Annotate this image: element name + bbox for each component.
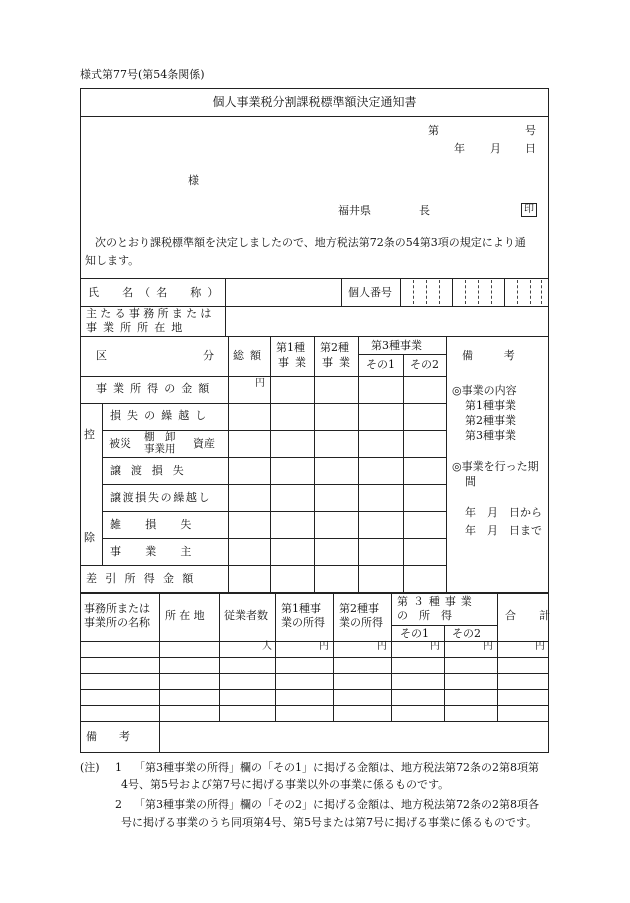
note1-line1: 「第3種事業の所得」欄の「その1」に掲げる金額は、地方税法第72条の2第8項第 (134, 761, 539, 774)
remarks-to: 年 月 日まで (465, 524, 542, 537)
unit-yen-type1: 円 (319, 641, 329, 652)
note2-line1: 「第3種事業の所得」欄の「その2」に掲げる金額は、地方税法第72条の2第8項各 (134, 798, 539, 811)
lower-remarks-label: 備 考 (86, 730, 130, 743)
ded-disaster-suffix: 資産 (193, 437, 215, 450)
addressee-suffix: 様 (188, 174, 199, 187)
lower-type1-income-2: 業の所得 (281, 616, 325, 629)
unit-yen-sono2: 円 (483, 641, 493, 652)
lower-type3-income-2: の 所 得 (397, 609, 452, 622)
lower-office-name-1: 事務所または (84, 602, 150, 615)
remarks-type2: 第2種事業 (465, 414, 516, 427)
issuer-prefecture: 福井県 (338, 204, 371, 217)
unit-yen-total: 円 (535, 641, 545, 652)
unit-yen-sono1: 円 (430, 641, 440, 652)
remarks-period-title-2: 間 (465, 475, 476, 488)
note2-number: 2 (115, 798, 122, 811)
remarks-type3: 第3種事業 (465, 429, 516, 442)
number-suffix: 号 (525, 124, 536, 137)
ded-misc-loss: 雑損失 (110, 518, 216, 531)
date-year: 年 (454, 142, 465, 155)
office-label-line2: 事業所所在地 (86, 321, 189, 334)
type3-sono1-header: その1 (366, 358, 395, 371)
income-row-label: 事業所得の金額 (96, 382, 216, 395)
lower-location-header: 所在地 (165, 609, 208, 622)
note1-number: 1 (115, 761, 122, 774)
lower-total-header: 合 計 (505, 609, 557, 622)
deduction-label-top: 控 (84, 428, 95, 441)
ded-loss-carry: 損失の繰越し (110, 409, 213, 422)
type1-header-1: 第1種 (276, 341, 305, 354)
document-title: 個人事業税分割課税標準額決定通知書 (212, 95, 417, 109)
date-month: 月 (490, 142, 501, 155)
remarks-header: 備 考 (462, 349, 525, 362)
bun-label: 分 (203, 349, 214, 362)
individual-number-label: 個人番号 (348, 286, 392, 299)
lower-type2-income-2: 業の所得 (339, 616, 383, 629)
type3-sono2-header: その2 (410, 358, 439, 371)
lower-sono2-header: その2 (452, 627, 481, 640)
note1-line2: 4号、第5号および第7号に掲げる事業以外の事業に係るものです。 (121, 778, 450, 791)
remarks-from: 年 月 日から (465, 506, 542, 519)
ded-disaster-prefix: 被災 (109, 437, 131, 450)
type3-header: 第3種事業 (371, 339, 422, 352)
form-code: 様式第77号(第54条関係) (80, 68, 205, 81)
seal-stamp: 印 (521, 203, 537, 217)
remarks-business-title: ◎事業の内容 (452, 384, 517, 397)
ded-disaster-line1: 棚 卸 (144, 431, 176, 443)
total-header: 総額 (233, 349, 268, 362)
remarks-period-title: ◎事業を行った期 (452, 460, 539, 473)
ded-owner: 事業主 (110, 545, 216, 558)
lower-type3-income-1: 第３種事業 (397, 595, 477, 608)
number-label: 第 (428, 124, 439, 137)
lower-office-name-2: 事業所の名称 (84, 616, 150, 629)
lower-type2-income-1: 第2種事 (339, 602, 379, 615)
name-label: 氏 名（名 称） (88, 286, 225, 299)
lower-type1-income-1: 第1種事 (281, 602, 321, 615)
body-text-line2: 知します。 (85, 254, 140, 267)
ded-disaster-line2: 事業用 (144, 443, 176, 455)
type2-header-1: 第2種 (320, 341, 349, 354)
kubun-label: 区 (96, 349, 107, 362)
office-label-line1: 主たる事務所または (86, 307, 215, 320)
type2-header-2: 事業 (322, 356, 357, 369)
deduction-label-bottom: 除 (84, 531, 95, 544)
note2-line2: 号に掲げる事業のうち同項第4号、第5号または第7号に掲げる事業に係るものです。 (121, 816, 538, 829)
type1-header-2: 事業 (278, 356, 313, 369)
body-text-line1: 次のとおり課税標準額を決定しましたので、地方税法第72条の54第3項の規定により通 (95, 236, 526, 249)
unit-persons: 人 (262, 641, 272, 652)
yen-unit-total: 円 (255, 378, 265, 389)
notes-label: (注) (80, 761, 100, 774)
ded-transfer-carry: 譲渡損失の繰越し (110, 491, 212, 504)
net-income-label: 差引所得金額 (86, 572, 202, 585)
ded-transfer-loss: 譲渡損失 (110, 464, 194, 477)
date-day: 日 (525, 142, 536, 155)
lower-sono1-header: その1 (400, 627, 429, 640)
lower-employees-header: 従業者数 (224, 609, 268, 622)
issuer-chief: 長 (419, 204, 430, 217)
unit-yen-type2: 円 (377, 641, 387, 652)
remarks-type1: 第1種事業 (465, 399, 516, 412)
